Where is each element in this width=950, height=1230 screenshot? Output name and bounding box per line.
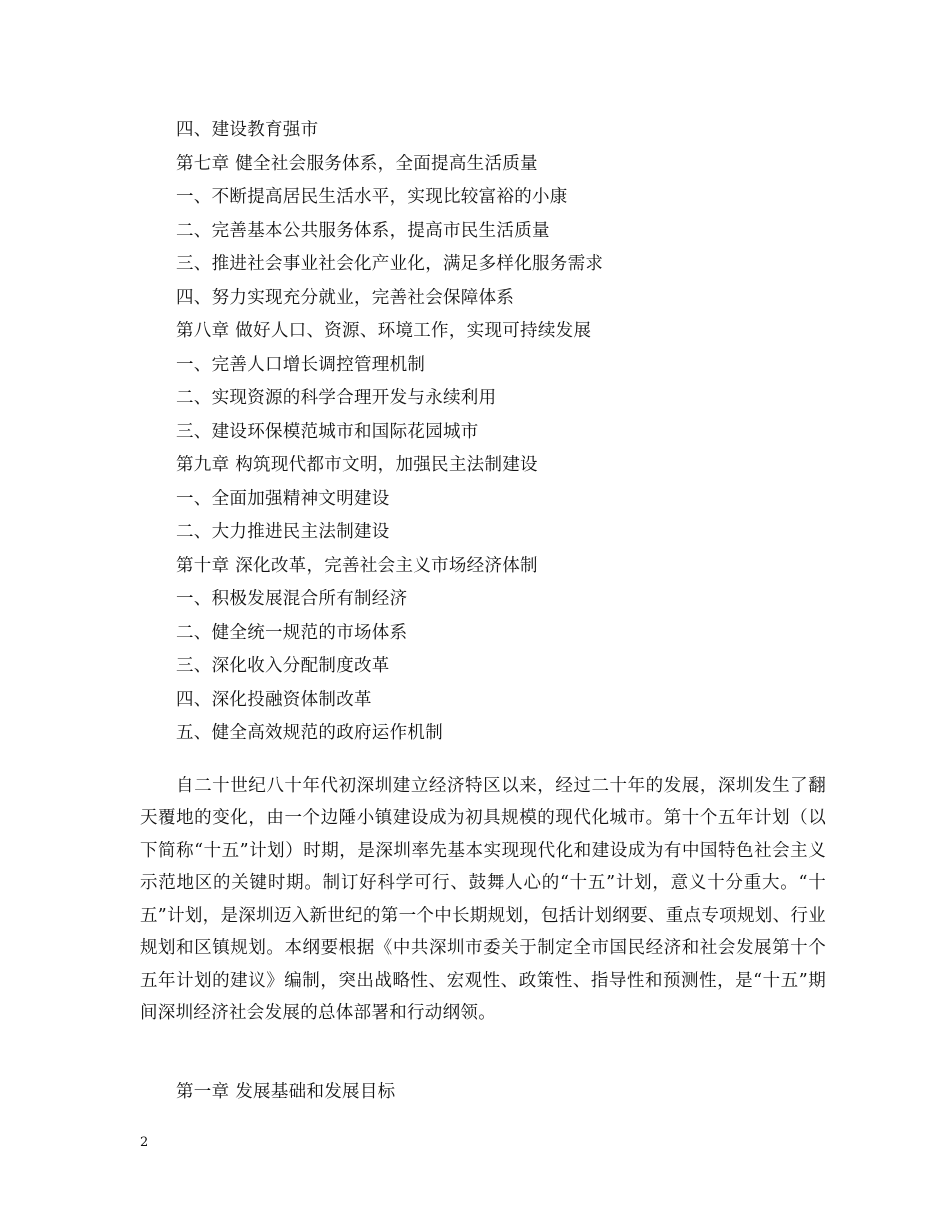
- toc-item: 四、深化投融资体制改革: [176, 689, 372, 710]
- toc-item: 一、全面加强精神文明建设: [176, 488, 390, 509]
- toc-item: 二、健全统一规范的市场体系: [176, 622, 408, 643]
- intro-paragraph: 自二十世纪八十年代初深圳建立经济特区以来，经过二十年的发展，深圳发生了翻天覆地的变化，由一个边陲小镇建设成为初具规模的现代化城市。第十个五年计划（以下简称“十五”计划）时期，是深圳率先基本实现现代化和建设成为有中国特色社会主义示范地区的关键时期。制订好科学可行、鼓舞人心的“十五”计划，意义十分重大。“十五”计划，是深圳迈入新世纪的第一个中长期规划，包括计划纲要、重点专项规划、行业规划和区镇规划。本纲要根据《中共深圳市委关于制定全市国民经济和社会发展第十个五年计划的建议》编制，突出战略性、宏观性、政策性、指导性和预测性，是“十五”期间深圳经济社会发展的总体部署和行动纲领。: [140, 775, 826, 1023]
- toc-chapter: 第八章 做好人口、资源、环境工作，实现可持续发展: [176, 321, 592, 341]
- toc-item: 三、推进社会事业社会化产业化，满足多样化服务需求: [176, 254, 604, 274]
- toc-item: 三、建设环保模范城市和国际花园城市: [176, 421, 479, 442]
- toc-item: 四、努力实现充分就业，完善社会保障体系: [176, 287, 515, 308]
- toc-item: 一、积极发展混合所有制经济: [176, 589, 408, 609]
- toc-item: 二、完善基本公共服务体系，提高市民生活质量: [176, 220, 550, 241]
- toc-item: 一、不断提高居民生活水平，实现比较富裕的小康: [176, 187, 568, 207]
- toc-item: 四、建设教育强市: [176, 120, 319, 140]
- toc-item: 五、健全高效规范的政府运作机制: [176, 723, 443, 743]
- toc-item: 一、完善人口增长调控管理机制: [176, 354, 426, 375]
- toc-item: 二、实现资源的科学合理开发与永续利用: [176, 388, 497, 408]
- table-of-contents: [140, 114, 820, 751]
- chapter-heading: 第一章 发展基础和发展目标: [176, 1082, 396, 1102]
- toc-chapter: 第十章 深化改革，完善社会主义市场经济体制: [176, 555, 538, 576]
- toc-chapter: 第九章 构筑现代都市文明，加强民主法制建设: [176, 455, 538, 475]
- toc-item: 三、深化收入分配制度改革: [176, 656, 390, 676]
- page-number: 2: [140, 1135, 149, 1150]
- toc-item: 二、大力推进民主法制建设: [176, 522, 390, 542]
- toc-chapter: 第七章 健全社会服务体系，全面提高生活质量: [176, 153, 538, 174]
